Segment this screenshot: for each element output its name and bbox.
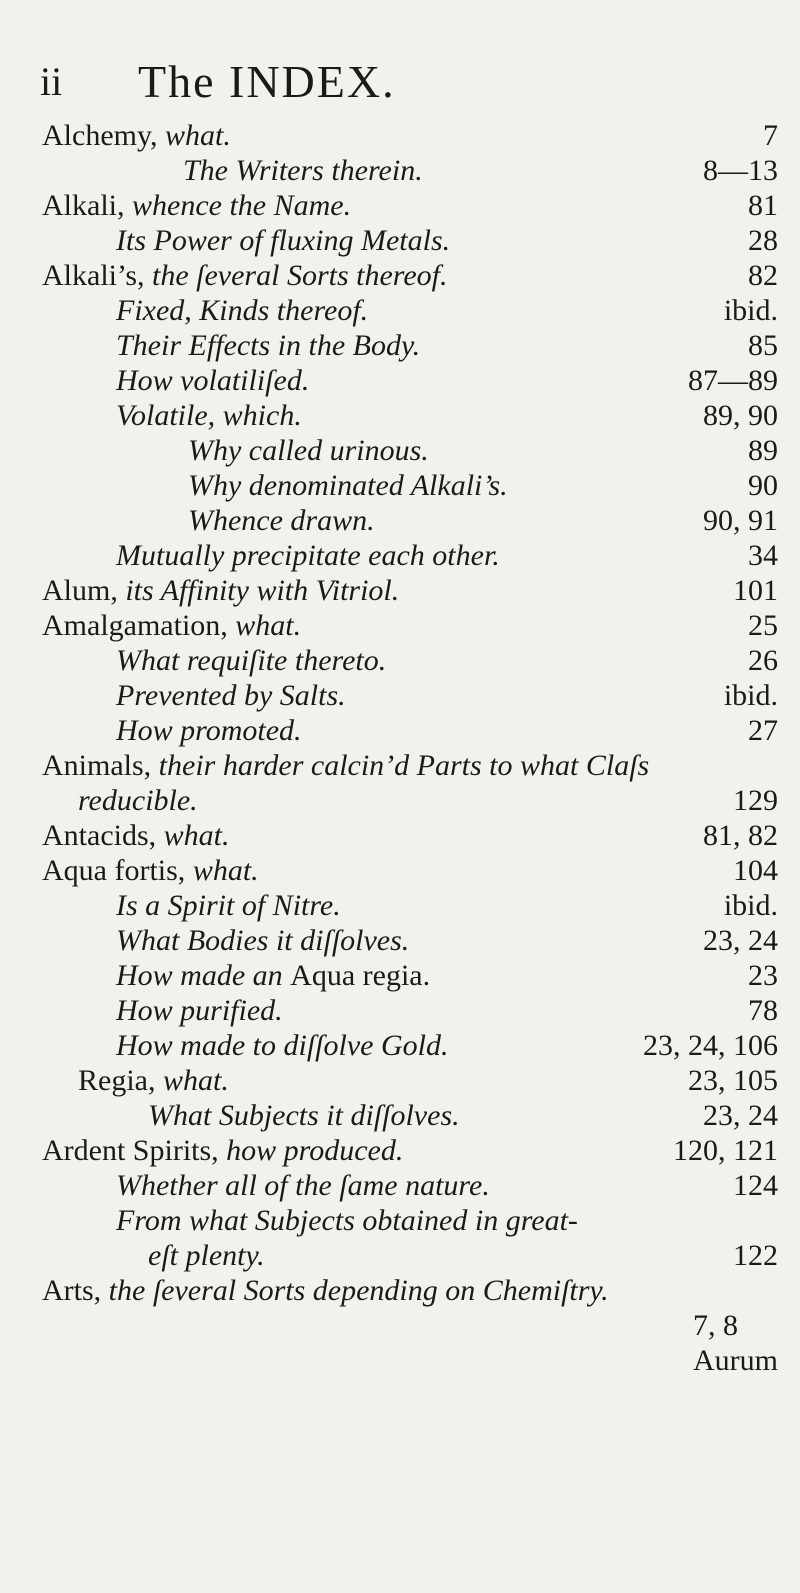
index-entry: Regia, what. (78, 1064, 229, 1097)
index-subentry: What Bodies it diſſolves. (116, 924, 410, 957)
page-ref: 23 (748, 959, 778, 992)
index-entry: Amalgamation, what. (42, 609, 302, 642)
index-subentry: Mutually precipitate each other. (116, 539, 500, 572)
page-header (40, 52, 760, 112)
page-title: The INDEX. (138, 56, 396, 107)
page-ref: ibid. (723, 679, 778, 712)
index-entry: Antacids, what. (42, 819, 230, 852)
index-entry: Arts, the ſeveral Sorts depending on Chemiſtry. (42, 1274, 609, 1307)
page-ref: 122 (733, 1239, 778, 1272)
index-subentry: Why denominated Alkali’s. (188, 469, 508, 502)
index-subentry: How purified. (116, 994, 283, 1027)
page-ref: 120, 121 (673, 1134, 778, 1167)
index-subentry: reducible. (78, 784, 198, 817)
index-subentry: Fixed, Kinds thereof. (116, 294, 369, 327)
page-ref: 85 (748, 329, 778, 362)
page-ref: 78 (748, 994, 778, 1027)
index-subentry: How volatiliſed. (116, 364, 310, 397)
page-ref: 104 (733, 854, 778, 887)
index-entry: Animals, their harder calcin’d Parts to what Claſs (42, 749, 650, 782)
page-ref: 81 (748, 189, 778, 222)
page-ref: ibid. (723, 294, 778, 327)
page-ref: 87—89 (688, 364, 778, 397)
index-subentry: How made an Aqua regia. (116, 959, 431, 992)
page-ref: 129 (733, 784, 778, 817)
page-ref: 27 (748, 714, 778, 747)
index-entry: Ardent Spirits, how produced. (42, 1134, 404, 1167)
index-subentry: Why called urinous. (188, 434, 429, 467)
page-ref: 89 (748, 434, 778, 467)
page-ref: 26 (748, 644, 778, 677)
catchword: Aurum (693, 1344, 778, 1377)
page-ref: ibid. (723, 889, 778, 922)
index-subentry: From what Subjects obtained in great- (116, 1204, 578, 1237)
index-entry: Aqua fortis, what. (42, 854, 259, 887)
page-ref: 23, 24 (703, 924, 778, 957)
index-subentry: What Subjects it diſſolves. (148, 1099, 460, 1132)
page-ref: 7, 8 (693, 1309, 738, 1342)
page-ref: 81, 82 (703, 819, 778, 852)
index-entry: Alchemy, what. (42, 119, 231, 152)
index-subentry: Whether all of the ſame nature. (116, 1169, 490, 1202)
index-subentry: eſt plenty. (148, 1239, 265, 1272)
index-subentry: The Writers therein. (183, 154, 423, 187)
index-subentry: Prevented by Salts. (116, 679, 346, 712)
index-subentry: Whence drawn. (188, 504, 375, 537)
page-ref: 8—13 (703, 154, 778, 187)
index-subentry: How promoted. (116, 714, 302, 747)
page-ref: 90, 91 (703, 504, 778, 537)
index-entry: Alkali’s, the ſeveral Sorts thereof. (42, 259, 448, 292)
page-ref: 23, 24, 106 (643, 1029, 778, 1062)
index-subentry: What requiſite thereto. (116, 644, 387, 677)
index-subentry: Is a Spirit of Nitre. (116, 889, 341, 922)
index-entry: Alkali, whence the Name. (42, 189, 352, 222)
index-entry: Alum, its Affinity with Vitriol. (42, 574, 400, 607)
page-ref: 23, 105 (688, 1064, 778, 1097)
page-ref: 82 (748, 259, 778, 292)
page-ref: 124 (733, 1169, 778, 1202)
page-ref: 90 (748, 469, 778, 502)
page-ref: 34 (748, 539, 778, 572)
index-subentry: How made to diſſolve Gold. (116, 1029, 449, 1062)
page-ref: 7 (763, 119, 778, 152)
page-ref: 89, 90 (703, 399, 778, 432)
page-ref: 25 (748, 609, 778, 642)
index-subentry: Volatile, which. (116, 399, 302, 432)
page-ref: 28 (748, 224, 778, 257)
index-subentry: Its Power of fluxing Metals. (116, 224, 451, 257)
page-ref: 101 (733, 574, 778, 607)
index-subentry: Their Effects in the Body. (116, 329, 421, 362)
page-number: ii (40, 59, 63, 104)
page-ref: 23, 24 (703, 1099, 778, 1132)
